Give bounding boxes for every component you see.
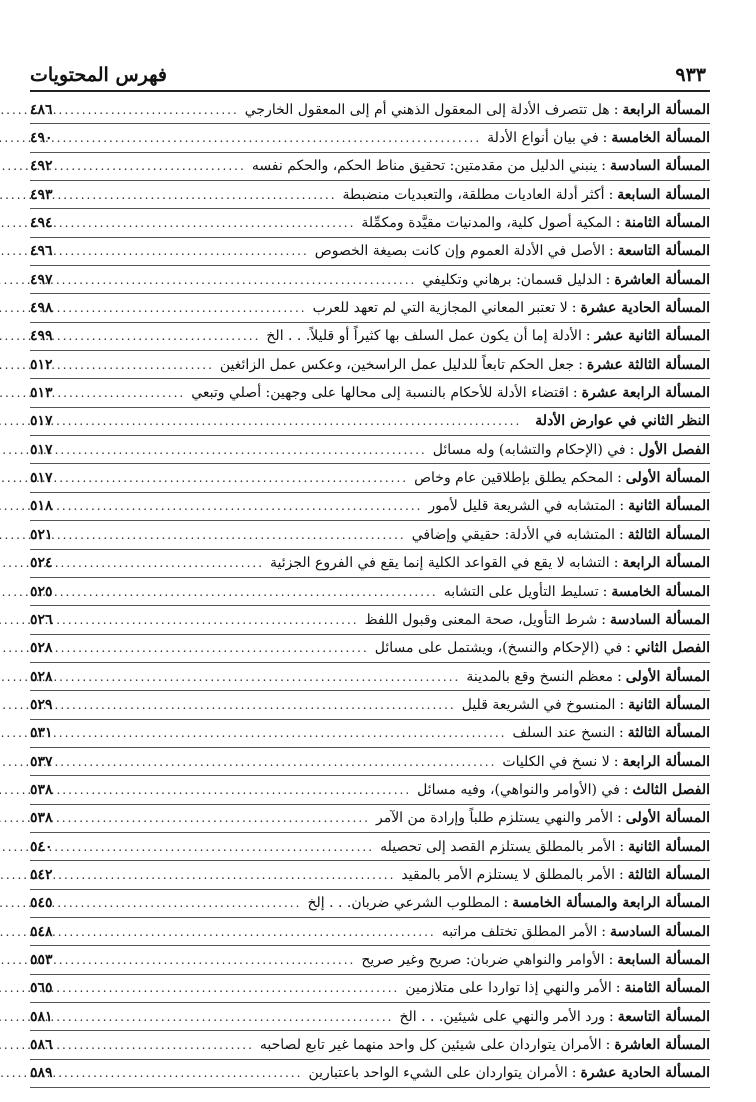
entry-separator: : [623,781,629,798]
entry-page-number: ٥٤٨ [30,923,53,940]
entry-page-number: ٤٨٦ [30,101,53,118]
entry-page-number: ٥٣١ [30,725,53,742]
dot-leader [68,981,405,995]
entry-page-number: ٤٩٣ [30,186,53,203]
entry-description: الأمران يتواردان على الشيء الواحد باعتبارين [308,1065,568,1082]
toc-entry [30,209,710,237]
toc-entry [30,805,710,833]
entry-page-number: ٥٢٩ [30,696,53,713]
entry-description: التشابه لا يقع في القواعد الكلية إنما يقع في الفروع الجزئية [270,555,610,572]
entry-separator: : [617,810,622,827]
header-rule [30,90,710,92]
dot-leader [68,329,266,343]
dot-leader [68,726,512,740]
entry-page-number: ٥٣٨ [30,781,53,798]
entry-description: المتشابه في الأدلة: حقيقي وإضافي [411,526,615,543]
entry-label: المسألة العاشرة [614,1037,710,1054]
dot-leader [68,301,313,315]
dot-leader [68,103,245,117]
dot-leader [68,358,220,372]
entry-separator: : [617,668,622,685]
entry-separator: : [615,215,621,232]
entry-page-number: ٥٣٧ [30,753,53,770]
entry-label: الفصل الأول [638,441,710,458]
entry-label: المسألة الثانية عشر [594,328,710,345]
entry-separator: : [601,611,606,628]
toc-entry [30,606,710,634]
toc-entry [30,748,710,776]
entry-separator: : [613,753,619,770]
entry-separator: : [503,895,509,912]
dot-leader [68,131,487,145]
entry-separator: : [618,526,624,543]
entry-page-number: ٥٦٥ [30,980,53,997]
entry-page-number: ٥٢٨ [30,668,53,685]
entry-page-number: ٥٣٨ [30,810,53,827]
entry-description: في (الإحكام والنسخ)، ويشتمل على مسائل [374,640,623,657]
dot-leader [68,1038,260,1052]
dot-leader [68,1010,399,1024]
entry-page-number: ٤٩٨ [30,300,53,317]
entry-description: في بيان أنواع الأدلة [487,130,599,147]
entry-description: الأمر والنهي يستلزم طلباً وإرادة من الآمر [375,810,614,827]
dot-leader [68,414,527,428]
entry-label: المسألة الرابعة [622,555,710,572]
entry-description: ورد الأمر والنهي على شيئين. . . الخ [399,1008,605,1025]
entry-label: المسألة الرابعة [622,753,710,770]
toc-entry [30,720,710,748]
toc-entry [30,436,710,464]
entry-description: لا نسخ في الكليات [502,753,610,770]
entry-separator: : [615,980,621,997]
dot-leader [68,273,422,287]
dot-leader [68,528,412,542]
toc-entry [30,493,710,521]
entry-description: شرط التأويل، صحة المعنى وقبول اللفظ [364,611,598,628]
entry-label: المسألة الرابعة [622,101,710,118]
dot-leader [68,783,417,797]
entry-page-number: ٥١٣ [30,385,53,402]
entry-page-number: ٥٤٠ [30,838,53,855]
entry-label: المسألة السادسة [609,611,710,628]
toc-entry [30,96,710,124]
entry-separator: : [626,640,631,657]
entry-separator: : [585,328,591,345]
toc-list [30,96,710,1088]
entry-label: المسألة الأولى [625,668,710,685]
entry-separator: : [618,725,624,742]
dot-leader [68,925,442,939]
toc-entry [30,1031,710,1059]
entry-page-number: ٥١٧ [30,413,53,430]
dot-leader [68,585,444,599]
entry-description: المنسوخ في الشريعة قليل [461,696,616,713]
dot-leader [68,244,315,258]
entry-description: الأدلة إما أن يكون عمل السلف بها كثيراً أو قليلاً. . . الخ [266,328,582,345]
entry-separator: : [619,838,625,855]
entry-label: الفصل الثالث [632,781,710,798]
entry-description: في (الإحكام والتشابه) وله مسائل [432,441,626,458]
dot-leader [68,896,307,910]
dot-leader [68,953,361,967]
entry-description: النسخ عند السلف [512,725,615,742]
entry-label: الفصل الثاني [634,640,710,657]
entry-description: الأمران يتواردان على شيئين كل واحد منهما غير تابع لصاحبه [259,1037,602,1054]
dot-leader [68,698,462,712]
dot-leader [68,471,414,485]
page-number: ٩٣٣ [675,64,706,86]
toc-entry [30,379,710,407]
entry-separator: : [601,923,606,940]
dot-leader [68,159,252,173]
dot-leader [68,811,376,825]
entry-label: المسألة التاسعة [617,1008,710,1025]
dot-leader [68,670,466,684]
entry-label: المسألة السادسة [609,158,710,175]
entry-label: المسألة الرابعة والمسألة الخامسة [512,895,710,912]
entry-page-number: ٤٩٧ [30,271,53,288]
entry-description: المكية أصول كلية، والمدنيات مقيَّدة ومكمِّلة [361,215,612,232]
entry-description: لا تعتبر المعاني المجازية التي لم تعهد للعرب [312,300,568,317]
toc-entry [30,691,710,719]
entry-label: المسألة الثالثة [627,526,710,543]
entry-page-number: ٤٩٩ [30,328,53,345]
entry-label: المسألة الثالثة [627,866,710,883]
entry-separator: : [613,101,619,118]
entry-page-number: ٥٢٥ [30,583,53,600]
entry-description: المطلوب الشرعي ضربان. . . إلخ [307,895,500,912]
entry-description: جعل الحكم تابعاً للدليل عمل الراسخين، وعكس عمل الزائغين [219,356,575,373]
entry-description: المحكم يطلق بإطلاقين عام وخاص [414,470,614,487]
entry-page-number: ٥٢٨ [30,640,53,657]
toc-entry [30,408,710,436]
dot-leader [68,216,361,230]
toc-entry [30,1003,710,1031]
toc-entry [30,635,710,663]
entry-description: المتشابه في الشريعة قليل لأمور [428,498,616,515]
toc-entry [30,464,710,492]
toc-entry [30,861,710,889]
entry-description: اقتضاء الأدلة للأحكام بالنسبة إلى محالها على وجهين: أصلي وتبعي [191,385,569,402]
entry-separator: : [578,356,583,373]
entry-page-number: ٤٩٢ [30,158,53,175]
entry-label: المسألة الثانية [628,498,710,515]
dot-leader [68,386,191,400]
entry-page-number: ٥٨٩ [30,1065,53,1082]
entry-separator: : [629,441,635,458]
entry-separator: : [571,300,577,317]
entry-separator: : [613,555,619,572]
entry-description: الأمر بالمطلق لا يستلزم الأمر بالمقيد [401,866,615,883]
toc-entry [30,294,710,322]
entry-page-number: ٥٢٦ [30,611,53,628]
entry-description: الدليل قسمان: برهاني وتكليفي [422,271,602,288]
page-title: فهرس المحتويات [30,64,167,86]
entry-description: معظم النسخ وقع بالمدينة [466,668,614,685]
dot-leader [68,755,502,769]
entry-label: المسألة الثانية [628,696,710,713]
toc-entry [30,153,710,181]
entry-label: المسألة الأولى [625,470,710,487]
entry-label: المسألة السابعة [617,186,710,203]
toc-entry [30,946,710,974]
entry-separator: : [601,158,606,175]
entry-separator: : [605,1037,611,1054]
entry-description: هل تتصرف الأدلة إلى المعقول الذهني أم إلى المعقول الخارجي [244,101,610,118]
entry-description: أكثر أدلة العاديات مطلقة، والتعبديات منضبطة [342,186,605,203]
dot-leader [68,1066,308,1080]
toc-entry [30,663,710,691]
entry-separator: : [608,1008,614,1025]
entry-separator: : [619,498,625,515]
entry-page-number: ٥١٢ [30,356,53,373]
toc-entry [30,918,710,946]
entry-description: الأمر بالمطلق يستلزم القصد إلى تحصيله [380,838,616,855]
toc-entry [30,833,710,861]
entry-separator: : [608,243,614,260]
entry-separator: : [602,583,608,600]
entry-label: المسألة الأولى [625,810,710,827]
entry-page-number: ٥١٧ [30,441,53,458]
toc-entry [30,351,710,379]
dot-leader [68,499,428,513]
entry-separator: : [608,951,614,968]
toc-entry [30,975,710,1003]
toc-entry [30,776,710,804]
toc-entry [30,323,710,351]
entry-label: المسألة الثالثة [627,725,710,742]
entry-separator: : [608,186,614,203]
entry-page-number: ٥٢٤ [30,555,53,572]
entry-label: المسألة العاشرة [614,271,710,288]
dot-leader [68,556,270,570]
dot-leader [68,868,401,882]
entry-page-number: ٥٥٣ [30,951,53,968]
entry-page-number: ٥٨٦ [30,1037,53,1054]
dot-leader [68,641,375,655]
entry-label: المسألة الحادية عشرة [580,300,710,317]
dot-leader [68,840,380,854]
entry-separator: : [572,385,578,402]
toc-entry [30,890,710,918]
entry-label: المسألة السابعة [617,951,710,968]
entry-description: الأمر والنهي إذا تواردا على متلازمين [405,980,612,997]
entry-separator: : [617,470,622,487]
toc-entry [30,521,710,549]
entry-page-number: ٤٩٦ [30,243,53,260]
dot-leader [68,613,365,627]
entry-label: المسألة الثامنة [624,215,710,232]
entry-label: المسألة الثانية [628,838,710,855]
entry-page-number: ٥٤٢ [30,866,53,883]
entry-separator: : [571,1065,577,1082]
entry-page-number: ٥٨١ [30,1008,53,1025]
entry-label: المسألة الثامنة [624,980,710,997]
entry-label: المسألة الحادية عشرة [580,1065,710,1082]
entry-description: تسليط التأويل على التشابه [443,583,599,600]
entry-page-number: ٤٩٤ [30,215,53,232]
toc-entry [30,266,710,294]
entry-separator: : [605,271,611,288]
entry-description: في (الأوامر والنواهي)، وفيه مسائل [417,781,620,798]
entry-page-number: ٥٢١ [30,526,53,543]
entry-page-number: ٤٩٠ [30,130,53,147]
entry-separator: : [602,130,608,147]
entry-label: المسألة الثالثة عشرة [586,356,710,373]
toc-entry [30,1060,710,1088]
entry-description: ينبني الدليل من مقدمتين: تحقيق مناط الحكم، والحكم نفسه [251,158,598,175]
entry-label: المسألة الخامسة [611,130,710,147]
entry-label: المسألة السادسة [609,923,710,940]
toc-entry [30,550,710,578]
toc-entry [30,578,710,606]
entry-description: الأصل في الأدلة العموم وإن كانت بصيغة الخصوص [314,243,605,260]
entry-label: المسألة الخامسة [611,583,710,600]
entry-label: المسألة التاسعة [617,243,710,260]
entry-separator: : [619,696,625,713]
toc-entry [30,238,710,266]
entry-page-number: ٥١٧ [30,470,53,487]
entry-description: الأوامر والنواهي ضربان: صريح وغير صريح [361,951,605,968]
entry-label: المسألة الرابعة عشرة [581,385,710,402]
entry-description: الأمر المطلق تختلف مراتبه [441,923,598,940]
toc-entry [30,181,710,209]
toc-entry [30,124,710,152]
dot-leader [68,443,433,457]
entry-page-number: ٥١٨ [30,498,53,515]
entry-page-number: ٥٤٥ [30,895,53,912]
dot-leader [68,188,343,202]
entry-label: النظر الثاني في عوارض الأدلة [535,413,710,430]
page-header [30,56,706,86]
entry-separator: : [618,866,624,883]
